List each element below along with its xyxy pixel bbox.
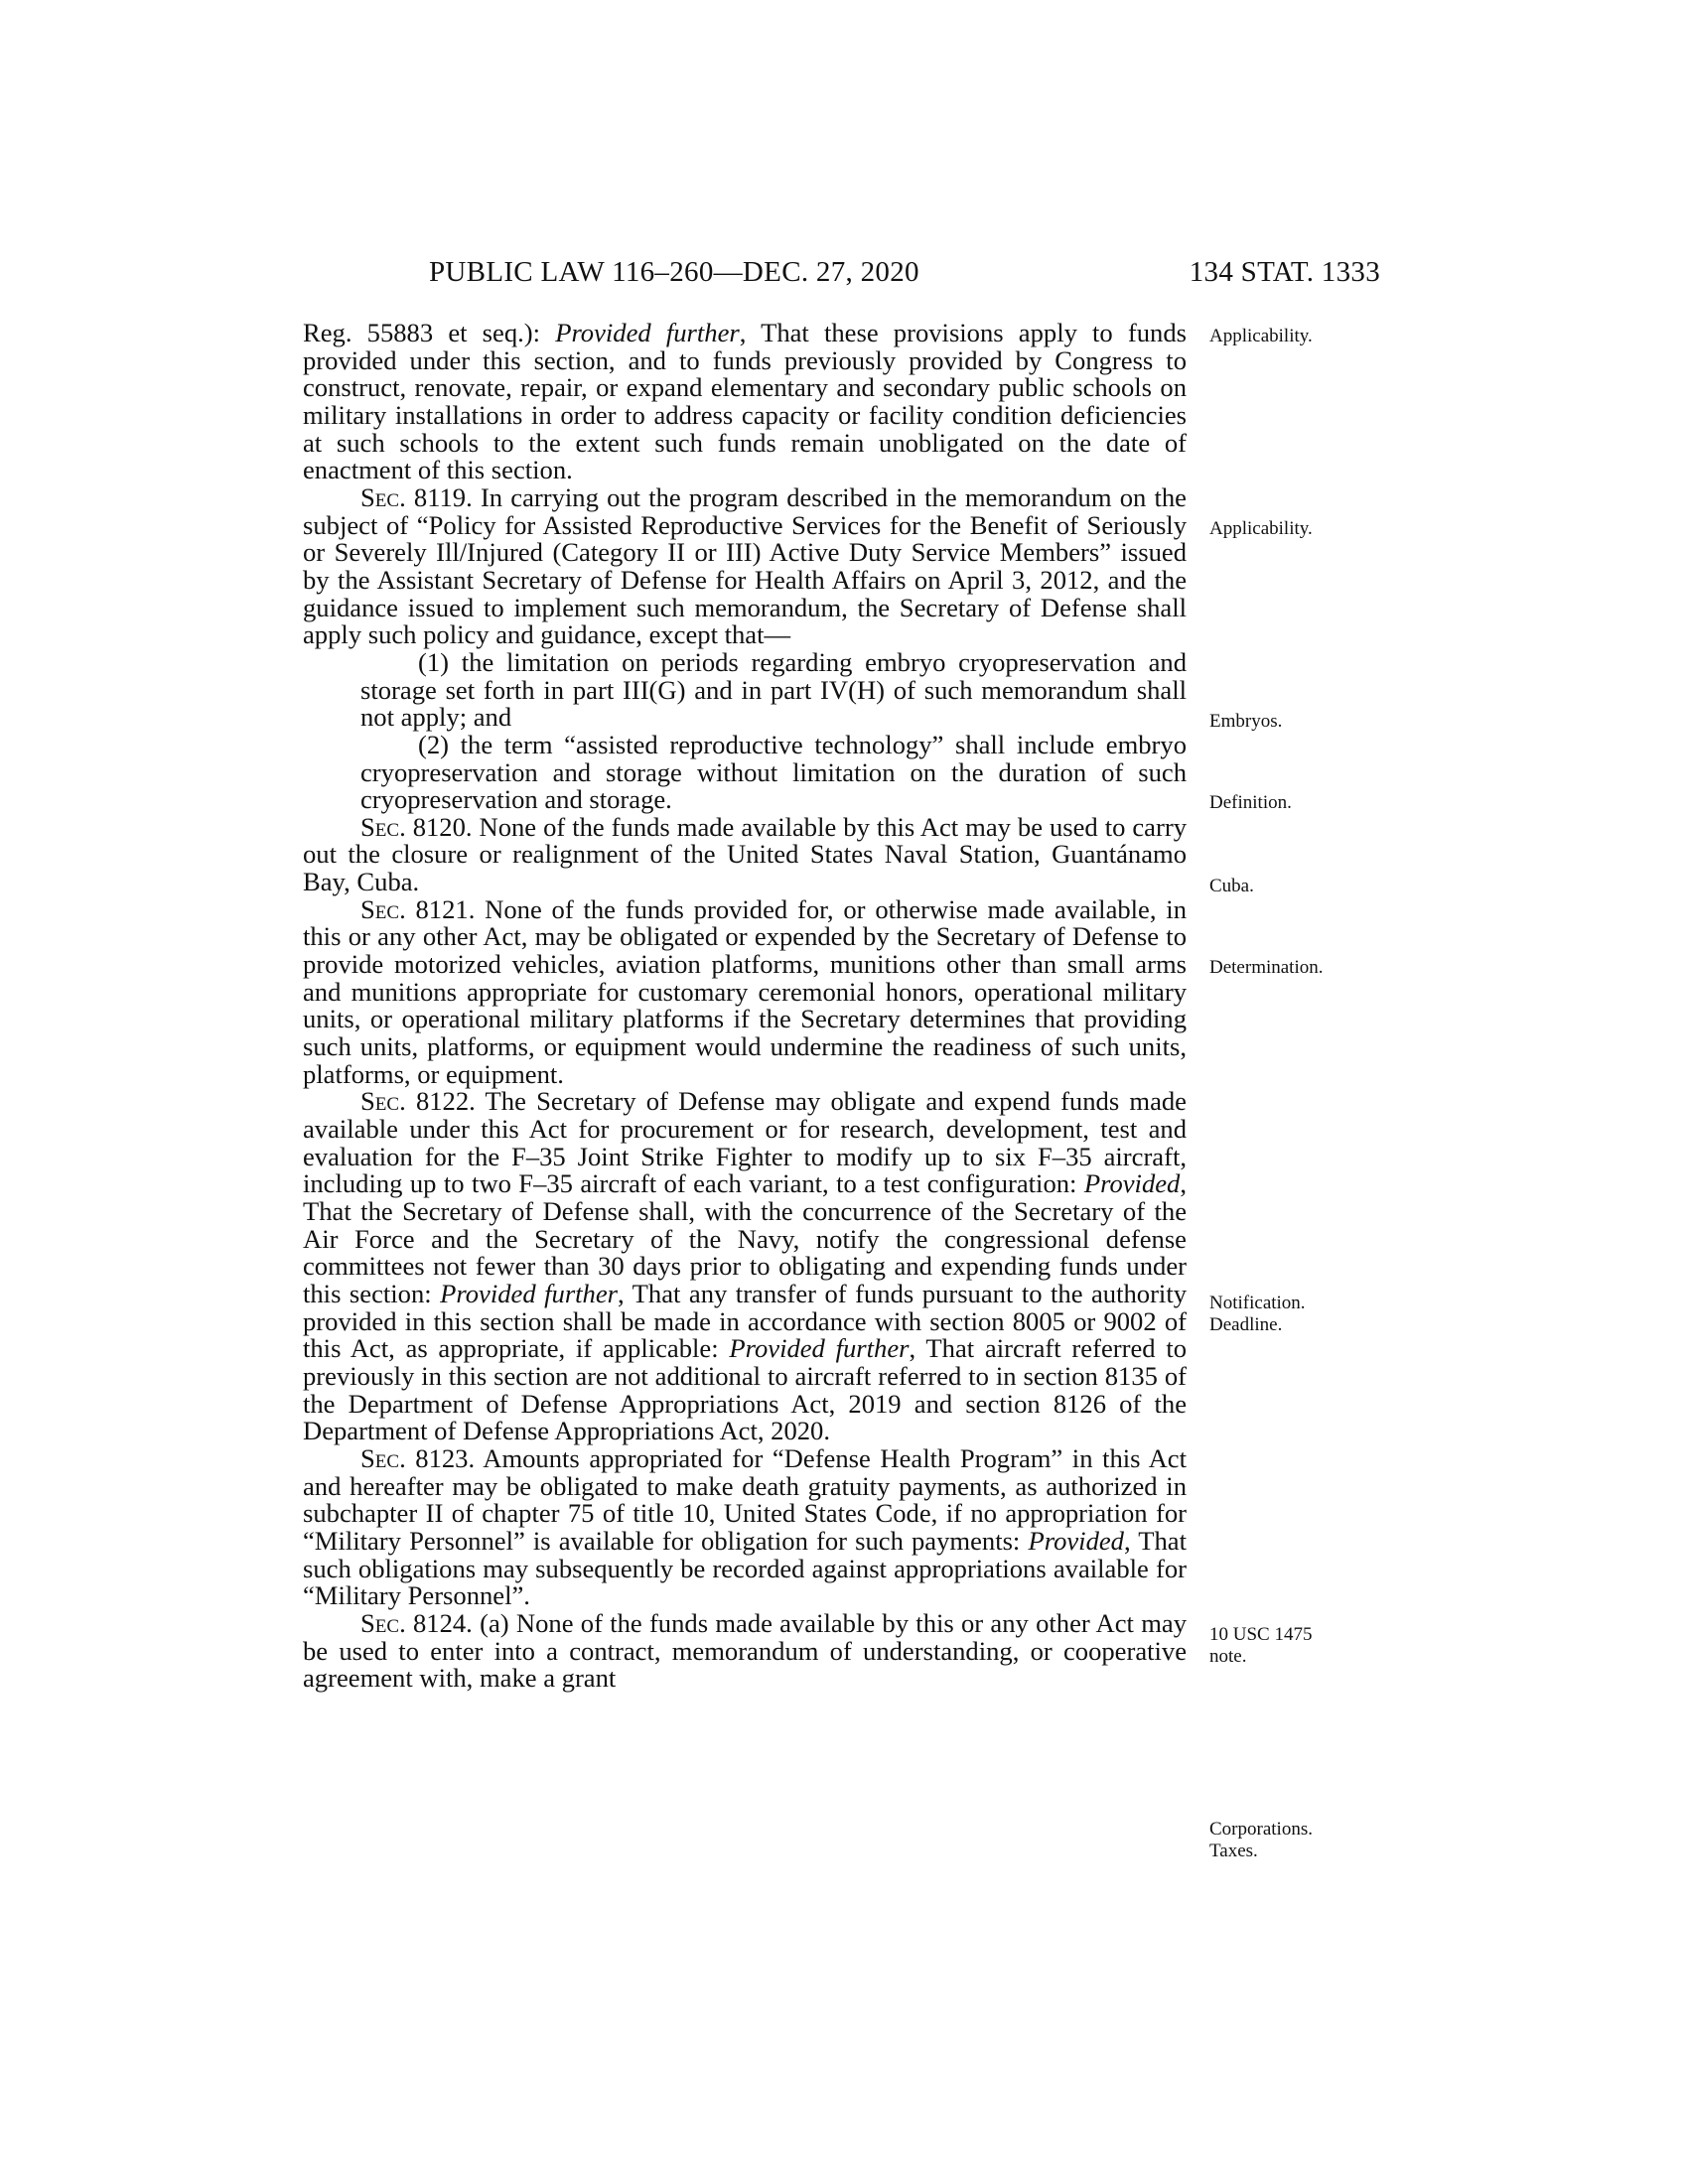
section-8120: Sec. 8120. None of the funds made available by this Act may be used to carry out the closure or realignment of the United States Naval Station, Guantánamo Bay, Cuba. xyxy=(303,811,1187,897)
page-header xyxy=(298,256,1380,296)
section-8119-clause-2: (2) the term “assisted reproductive technology” shall include embryo cryopreservation and storage without limitation on the duration of such cryopreservation and storage. xyxy=(360,729,1187,815)
section-label: Sec. xyxy=(360,811,406,842)
margin-note-taxes: Taxes. xyxy=(1209,1841,1258,1861)
section-label: Sec. xyxy=(360,481,406,512)
margin-note-note: note. xyxy=(1209,1646,1247,1667)
margin-note-determination: Determination. xyxy=(1209,957,1324,978)
margin-note-notification: Notification. xyxy=(1209,1293,1306,1313)
running-head: PUBLIC LAW 116–260—DEC. 27, 2020 xyxy=(429,256,919,288)
margin-note-applicability: Applicability. xyxy=(1209,518,1313,539)
section-8119-clause-1: (1) the limitation on periods regarding embryo cryopreservation and storage set forth in part III(G) and in part IV(H) of such memorandum shall not apply; and xyxy=(360,646,1187,733)
margin-note-deadline: Deadline. xyxy=(1209,1314,1283,1335)
margin-note-applicability: Applicability. xyxy=(1209,326,1313,346)
margin-note-usc-citation: 10 USC 1475 xyxy=(1209,1624,1313,1645)
margin-note-definition: Definition. xyxy=(1209,792,1292,813)
section-label: Sec. xyxy=(360,1442,406,1473)
paragraph-continuation: Reg. 55883 et seq.): Provided further, That these provisions apply to funds provided under this section, and to funds previously provided by Congress to construct, renovate, repair, or expand elementary and secondary public schools on military installations in order to address capacity or facility condition deficiencies at such schools to the extent such funds remain unobligated on the date of enactment of this section. xyxy=(303,318,1188,485)
margin-note-cuba: Cuba. xyxy=(1209,876,1254,896)
statute-citation: 134 STAT. 1333 xyxy=(1189,256,1380,288)
margin-note-corporations: Corporations. xyxy=(1209,1819,1313,1840)
section-8123: Sec. 8123. Amounts appropriated for “Defense Health Program” in this Act and hereafter may be obligated to make death gratuity payments, as authorized in subchapter II of chapter 75 of title 10, United States Code, if no appropriation for “Military Personnel” is available for obligation for such payments: Provided, That such obligations may subsequently be recorded against appropriations available for “Military Personnel”. xyxy=(303,1442,1188,1611)
section-label: Sec. xyxy=(360,1086,406,1117)
section-8122: Sec. 8122. The Secretary of Defense may obligate and expend funds made available under this Act for procurement or for research, development, test and evaluation for the F–35 Joint Strike Fighter to modify up to six F–35 aircraft, including up to two F–35 aircraft of each variant, to a test configuration: Provided, That the Secretary of Defense shall, with the concurrence of the Secretary of the Air Force and the Secretary of the Navy, notify the congressional defense committees not fewer than 30 days prior to obligating and expending funds under this section: Provided further, That any transfer of funds pursuant to the authority provided in this section shall be made in accordance with section 8005 or 9002 of this Act, as appropriate, if applicable: Provided further, That aircraft referred to previously in this section are not additional to aircraft referred to in section 8135 of the Department of Defense Appropriations Act, 2019 and section 8126 of the Department of Defense Appropriations Act, 2020. xyxy=(303,1086,1188,1446)
section-8121: Sec. 8121. None of the funds provided for, or otherwise made available, in this or any other Act, may be obligated or expended by the Secretary of Defense to provide motorized vehicles, aviation platforms, munitions other than small arms and munitions appropriate for customary ceremonial honors, operational military units, or operational military platforms if the Secretary determines that providing such units, platforms, or equipment would undermine the readiness of such units, platforms, or equipment. xyxy=(303,893,1187,1089)
section-8124: Sec. 8124. (a) None of the funds made available by this or any other Act may be used to enter into a contract, memorandum of understanding, or cooperative agreement with, make a grant xyxy=(303,1607,1187,1694)
statute-body xyxy=(303,320,1187,1693)
section-label: Sec. xyxy=(360,893,406,924)
margin-note-embryos: Embryos. xyxy=(1209,711,1283,732)
section-8119: Sec. 8119. In carrying out the program described in the memorandum on the subject of “Policy for Assisted Reproductive Services for the Benefit of Seriously or Severely Ill/Injured (Category II or III) Active Duty Service Members” issued by the Assistant Secretary of Defense for Health Affairs on April 3, 2012, and the guidance issued to implement such memorandum, the Secretary of Defense shall apply such policy and guidance, except that— xyxy=(303,481,1187,650)
section-label: Sec. xyxy=(360,1607,406,1638)
